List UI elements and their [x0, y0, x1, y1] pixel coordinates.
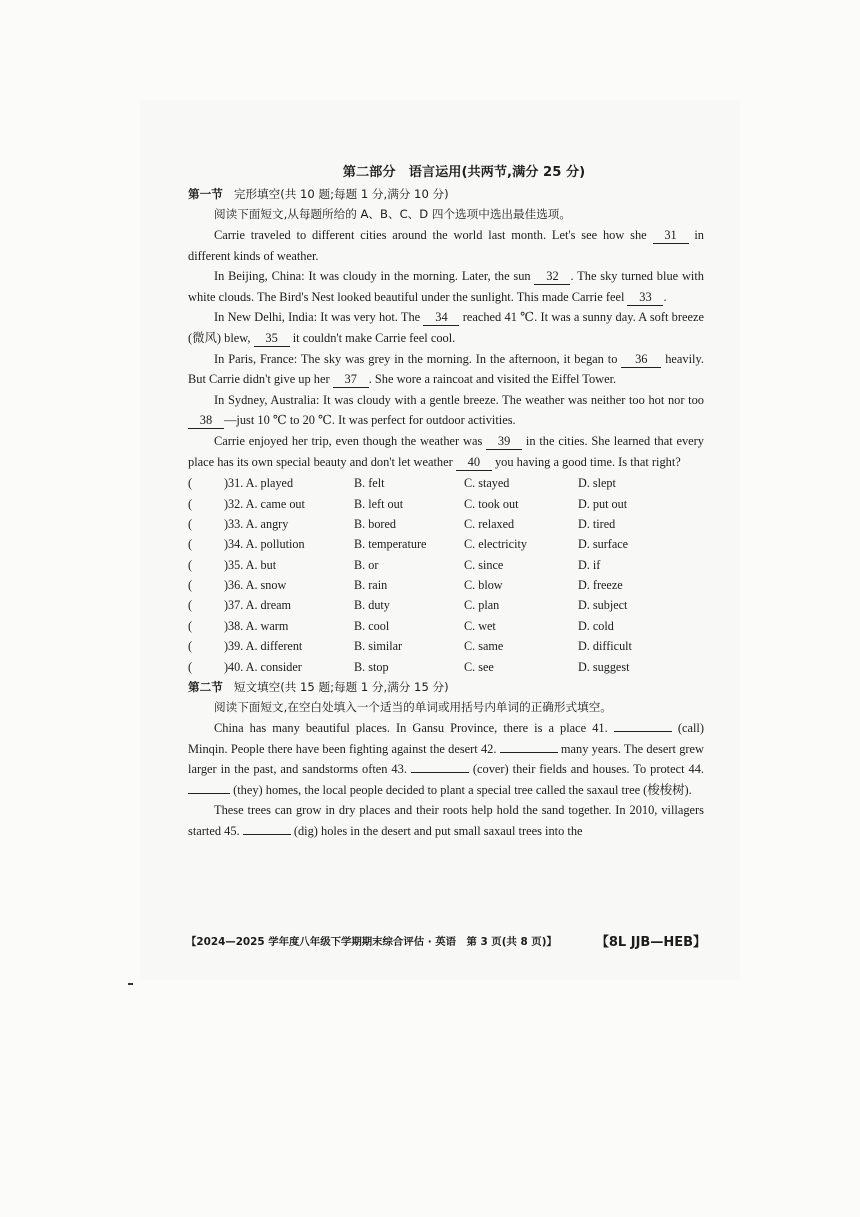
option-b: B. felt — [354, 476, 385, 491]
option-d: D. if — [578, 557, 601, 572]
option-d: D. freeze — [578, 578, 623, 593]
text: . The sky turned blue with white clouds. The Bird's Nest looked beautiful under the sunlight. This made Carrie feel — [188, 269, 705, 304]
option-a: )40. A. consider — [224, 659, 302, 674]
option-c: C. electricity — [464, 537, 527, 552]
option-c: C. wet — [464, 618, 496, 633]
option-c: C. since — [464, 557, 504, 572]
answer-paren: ( — [188, 578, 193, 593]
option-row — [188, 534, 704, 554]
answer-paren: ( — [188, 598, 193, 613]
option-row — [188, 636, 704, 656]
text: . She wore a raincoat and visited the Eiffel Tower. — [368, 372, 617, 387]
option-c: C. plan — [464, 598, 500, 613]
text: (cover) their fields and houses. To protect 44. — [468, 762, 704, 777]
option-c: C. took out — [464, 496, 519, 511]
text: (they) homes, the local people decided to plant a special tree called the saxaul tree (梭梭树). — [230, 782, 692, 797]
option-d: D. cold — [578, 618, 614, 633]
option-row — [188, 595, 704, 615]
passage2-paragraph-2 — [188, 800, 704, 841]
passage2-paragraph-1 — [188, 718, 704, 800]
option-a: )37. A. dream — [224, 598, 292, 613]
text: you having a good time. Is that right? — [491, 454, 681, 469]
option-b: B. cool — [354, 618, 390, 633]
option-d: D. surface — [578, 537, 629, 552]
option-b: B. or — [354, 557, 379, 572]
answer-paren: ( — [188, 639, 193, 654]
section1-label: 第一节 — [188, 187, 223, 201]
blank-37: 37 — [333, 372, 369, 388]
option-row — [188, 575, 704, 595]
blank-42 — [500, 752, 558, 753]
text: Carrie traveled to different cities around the world last month. Let's see how she — [214, 228, 653, 242]
text: Carrie enjoyed her trip, even though the weather was — [214, 433, 487, 448]
text: heavily. But Carrie didn't give up her — [188, 351, 704, 387]
option-a: )34. A. pollution — [224, 537, 305, 552]
option-a: )32. A. came out — [224, 496, 305, 511]
page-content — [188, 162, 704, 842]
blank-39: 39 — [486, 434, 522, 450]
option-a: )31. A. played — [224, 476, 294, 491]
option-a: )33. A. angry — [224, 516, 289, 531]
answer-paren: ( — [188, 557, 193, 572]
passage1-paragraph-4 — [188, 349, 704, 390]
option-b: B. left out — [354, 496, 404, 511]
blank-35: 35 — [254, 331, 290, 347]
section2-instruction: 阅读下面短文,在空白处填入一个适当的单词或用括号内单词的正确形式填空。 — [214, 700, 612, 715]
text: —just 10 ℃ to 20 ℃. It was perfect for outdoor activities. — [224, 413, 516, 428]
option-d: D. suggest — [578, 659, 630, 674]
option-c: C. blow — [464, 578, 503, 593]
section1-instruction: 阅读下面短文,从每题所给的 A、B、C、D 四个选项中选出最佳选项。 — [214, 207, 571, 221]
blank-40: 40 — [456, 455, 492, 471]
option-d: D. subject — [578, 598, 628, 613]
blank-44 — [188, 793, 230, 794]
options-list — [188, 473, 704, 677]
option-a: )38. A. warm — [224, 618, 289, 633]
answer-paren: ( — [188, 618, 193, 633]
section2-label: 第二节 — [188, 680, 223, 695]
answer-paren: ( — [188, 516, 193, 531]
blank-32: 32 — [534, 269, 570, 285]
passage1-paragraph-2 — [188, 266, 704, 307]
option-b: B. similar — [354, 639, 403, 654]
blank-41 — [614, 731, 672, 732]
text: (dig) holes in the desert and put small saxaul trees into the — [290, 824, 583, 838]
passage1-paragraph-3 — [188, 307, 704, 348]
option-b: B. duty — [354, 598, 390, 613]
answer-paren: ( — [188, 659, 193, 674]
blank-33: 33 — [627, 290, 663, 306]
section2-title: 短文填空(共 15 题;每题 1 分,满分 15 分) — [233, 680, 449, 695]
option-c: C. stayed — [464, 476, 510, 491]
option-a: )39. A. different — [224, 639, 303, 654]
option-row — [188, 555, 704, 575]
section1-heading — [188, 184, 704, 204]
option-b: B. bored — [354, 516, 396, 531]
option-d: D. tired — [578, 516, 616, 531]
option-b: B. stop — [354, 659, 389, 674]
scan-mark — [128, 983, 133, 985]
option-row — [188, 514, 704, 534]
option-row — [188, 616, 704, 636]
part-title: 第二部分 语言运用(共两节,满分 25 分) — [342, 165, 586, 180]
text: These trees can grow in dry places and their roots help hold the sand together. In 2010, villagers started 45. — [188, 803, 704, 838]
option-c: C. see — [464, 659, 494, 674]
text: many years. The desert grew larger in the past, and sandstorms often 43. — [188, 741, 704, 777]
page-footer — [186, 930, 706, 950]
option-row — [188, 657, 704, 677]
text: in different kinds of weather. — [188, 228, 704, 263]
option-a: )36. A. snow — [224, 578, 287, 593]
option-c: C. same — [464, 639, 504, 654]
section1-title: 完形填空(共 10 题;每题 1 分,满分 10 分) — [233, 187, 449, 201]
answer-paren: ( — [188, 476, 193, 491]
text: In Beijing, China: It was cloudy in the morning. Later, the sun — [214, 269, 535, 284]
text: China has many beautiful places. In Gansu Province, there is a place 41. — [214, 721, 614, 736]
text: in the cities. She learned that every place has its own special beauty and don't let weather — [188, 433, 704, 469]
text: In New Delhi, India: It was very hot. The — [214, 310, 424, 325]
option-row — [188, 473, 704, 493]
option-row — [188, 494, 704, 514]
answer-paren: ( — [188, 537, 193, 552]
text: (call) Minqin. People there have been fighting against the desert 42. — [188, 721, 704, 756]
text: In Sydney, Australia: It was cloudy with a gentle breeze. The weather was neither too hot nor too — [214, 392, 704, 407]
passage1-paragraph-1 — [188, 225, 704, 266]
option-d: D. put out — [578, 496, 628, 511]
text: it couldn't make Carrie feel cool. — [289, 330, 456, 345]
blank-43 — [411, 772, 469, 773]
option-a: )35. A. but — [224, 557, 277, 572]
option-b: B. rain — [354, 578, 388, 593]
answer-paren: ( — [188, 496, 193, 511]
section2-heading — [188, 677, 704, 697]
blank-38: 38 — [188, 413, 224, 429]
passage1-paragraph-5 — [188, 390, 704, 431]
footer-exam-info: 【2024—2025 学年度八年级下学期期末综合评估 · 英语 第 3 页(共 8 页)】 — [186, 935, 557, 948]
blank-31: 31 — [653, 228, 689, 244]
option-d: D. slept — [578, 476, 616, 491]
option-b: B. temperature — [354, 537, 427, 552]
option-d: D. difficult — [578, 639, 632, 654]
blank-36: 36 — [621, 352, 661, 368]
text: reached 41 ℃. It was a sunny day. A soft breeze (微风) blew, — [188, 310, 704, 345]
text: In Paris, France: The sky was grey in the morning. In the afternoon, it began to — [214, 351, 622, 366]
text: . — [663, 289, 667, 304]
option-c: C. relaxed — [464, 516, 515, 531]
blank-45 — [243, 834, 291, 835]
blank-34: 34 — [423, 310, 459, 326]
footer-code: 【8L JJB—HEB】 — [595, 934, 706, 950]
passage1-paragraph-6 — [188, 431, 704, 472]
